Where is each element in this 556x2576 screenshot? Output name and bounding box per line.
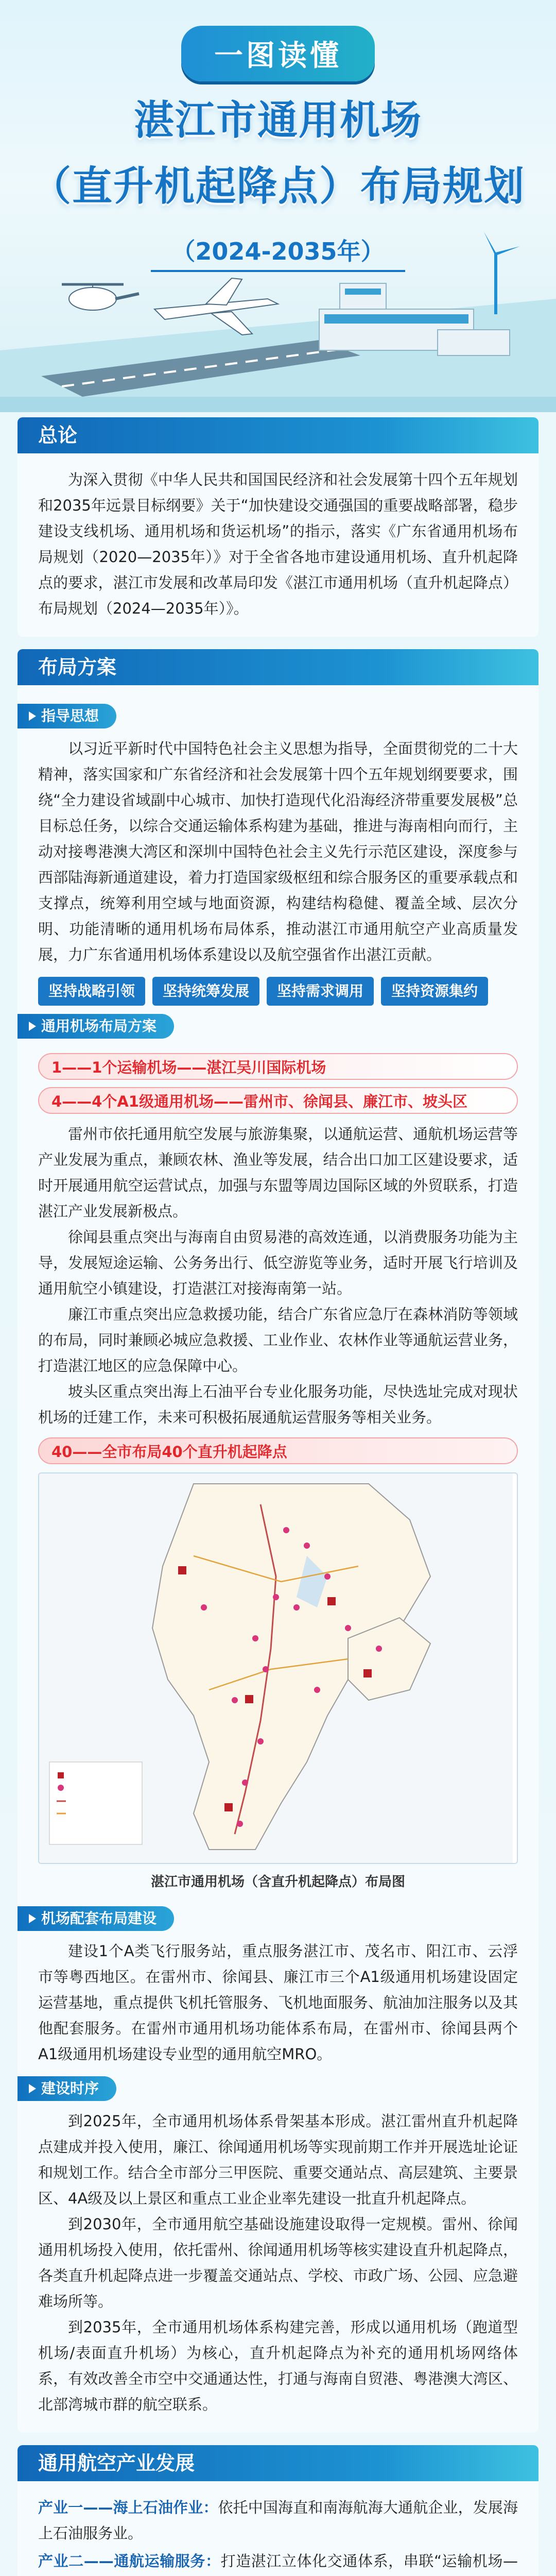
- service-text: 建设1个A类飞行服务站，重点服务湛江市、茂名市、阳江市、云浮市等粤西地区。在雷州市、徐闻县、廉江市三个A1级通用机场建设固定运营基地，重点提供飞机托管服务、飞机地面服务、航油加注服务以及其他配套服务。在雷州市通用机场功能体系布局，在雷州市、徐闻县两个A1级通用机场建设专业型的通用航空MRO。: [38, 1942, 518, 2063]
- layout-tag-label: 通用机场布局方案: [41, 1018, 157, 1035]
- helicopter-icon: [62, 284, 139, 310]
- industry-item-label: 产业二——通航运输服务：: [38, 2552, 221, 2570]
- zhanjiang-map: [39, 1473, 513, 1864]
- principle-pill: 坚持统筹发展: [152, 977, 259, 1006]
- plan-section: [18, 649, 538, 2433]
- industry-section: [18, 2445, 538, 2576]
- goal-2025-text: 到2025年，全市通用机场体系骨架基本形成。湛江雷州直升机起降点建成并投入使用，廉江、徐闻通用机场等实现前期工作并开展选址论证和规划工作。结合全市部分三甲医院、重要交通站点、高层建筑、主要景区、4A级及以上景区和重点工业企业率先建设一批直升机起降点。: [38, 2112, 518, 2207]
- leizhou-text: 雷州市依托通用航空发展与旅游集聚，以通航运营、通航机场运营等产业发展为重点，兼顾农林、渔业等发展，结合出口加工区建设要求，适时开展通用航空运营试点，加强与东盟等周边国际区域的外贸联系，打造湛江产业发展新极点。: [38, 1125, 518, 1220]
- hero-years: （2024-2035年）: [151, 230, 405, 272]
- overview-heading: 总论: [18, 417, 538, 453]
- map-caption: 湛江市通用机场（含直升机起降点）布局图: [150, 1874, 405, 1890]
- overview-text: 为深入贯彻《中华人民共和国国民经济和社会发展第十四个五年规划和2035年远景目标纲要》关于“加快建设交通强国的重要战略部署，稳步建设支线机场、通用机场和货运机场”的指示，落实《广东省通用机场布局规划（2020—2035年）》对于全省各地市建设通用机场、直升机起降点的要求，湛江市发展和改革局印发《湛江市通用机场（直升机起降点）布局规划（2024—2035年）》。: [38, 471, 518, 617]
- potou-text: 坡头区重点突出海上石油平台专业化服务功能，尽快选址完成对现状机场的迁建工作，未来可积极拓展通航运营服务等相关业务。: [38, 1383, 518, 1426]
- triangle-icon: [29, 2084, 36, 2093]
- hero-title-line1: 湛江市通用机场: [133, 97, 422, 144]
- principles-row: [38, 977, 518, 1006]
- heliport-count-bar: 40——全市布局40个直升机起降点: [38, 1437, 518, 1464]
- hero-title-block: [0, 26, 556, 272]
- hero-tag: 一图读懂: [181, 26, 375, 81]
- overview-section: [18, 417, 538, 637]
- industry-item-label: 产业一——海上石油作业：: [38, 2499, 218, 2516]
- map-legend: [49, 1762, 142, 1844]
- goals-tag-label: 建设时序: [41, 2080, 99, 2097]
- industry-item: [38, 2495, 518, 2546]
- principle-pill: 坚持资源集约: [381, 977, 488, 1006]
- xuwen-text: 徐闻县重点突出与海南自由贸易港的高效连通，以消费服务功能为主导，发展短途运输、公务务出行、低空游览等业务，适时开展飞行培训及通用航空小镇建设，打造湛江对接海南第一站。: [38, 1228, 518, 1297]
- guiding-tag-label: 指导思想: [41, 707, 99, 724]
- guiding-tag: [18, 704, 116, 728]
- principle-pill: 坚持战略引领: [38, 977, 145, 1006]
- plan-heading: 布局方案: [18, 649, 538, 685]
- transport-airport-bar: 1——1个运输机场——湛江吴川国际机场: [38, 1053, 518, 1080]
- layout-map: [38, 1472, 518, 1864]
- triangle-icon: [29, 1022, 36, 1031]
- hero-title-line2: （直升机起降点）布局规划: [30, 163, 525, 210]
- industry-heading: 通用航空产业发展: [18, 2445, 538, 2481]
- industry-item: [38, 2548, 518, 2576]
- a1-airports-bar: 4——4个A1级通用机场——雷州市、徐闻县、廉江市、坡头区: [38, 1087, 518, 1114]
- triangle-icon: [29, 1914, 36, 1923]
- principle-pill: 坚持需求调用: [267, 977, 374, 1006]
- hero-banner: [0, 0, 556, 412]
- guiding-text: 以习近平新时代中国特色社会主义思想为指导，全面贯彻党的二十大精神，落实国家和广东省经济和社会发展第十四个五年规划纲要要求，围绕“全力建设省域副中心城市、加快打造现代化沿海经济带重要发展极”总目标总任务，以综合交通运输体系构建为基础，推进与海南相向而行，主动对接粤港澳大湾区和深圳中国特色社会主义先行示范区建设，深度参与西部陆海新通道建设，着力打造国家级枢纽和综合服务区的重要承载点和支撑点，统筹利用空域与地面资源，构建结构稳健、覆盖全域、层次分明、功能清晰的通用机场布局体系，推动湛江市通用航空产业高质量发展，力广东省通用机场体系建设以及航空强省作出湛江贡献。: [38, 740, 518, 963]
- triangle-icon: [29, 711, 36, 721]
- industry-item-text: 依托中国海直和南海航海大通航企业，发展海上石油服务业。: [38, 2499, 518, 2542]
- goal-2030-text: 到2030年，全市通用航空基础设施建设取得一定规模。雷州、徐闻通用机场投入使用，依托雷州、徐闻通用机场等核实建设直升机起降点，各类直升机起降点进一步覆盖交通站点、学校、市政广场、公园、应急避难场所等。: [38, 2215, 518, 2310]
- service-tag-label: 机场配套布局建设: [41, 1910, 157, 1927]
- goal-2035-text: 到2035年，全市通用机场体系构建完善，形成以通用机场（跑道型机场/表面直升机场）为核心，直升机起降点为补充的通用机场网络体系，有效改善全市空中交通通达性，打通与海南自贸港、粤港澳大湾区、北部湾城市群的航空联系。: [38, 2318, 518, 2413]
- industry-item-text: 打造湛江立体化交通体系，串联“运输机场—: [220, 2552, 518, 2570]
- goals-tag: [18, 2076, 116, 2101]
- layout-tag: [18, 1014, 174, 1039]
- lianjiang-text: 廉江市重点突出应急救援功能，结合广东省应急厅在森林消防等领域的布局，同时兼顾必城应急救援、工业作业、农林作业等通航运营业务，打造湛江地区的应急保障中心。: [38, 1306, 518, 1375]
- service-tag: [18, 1906, 174, 1931]
